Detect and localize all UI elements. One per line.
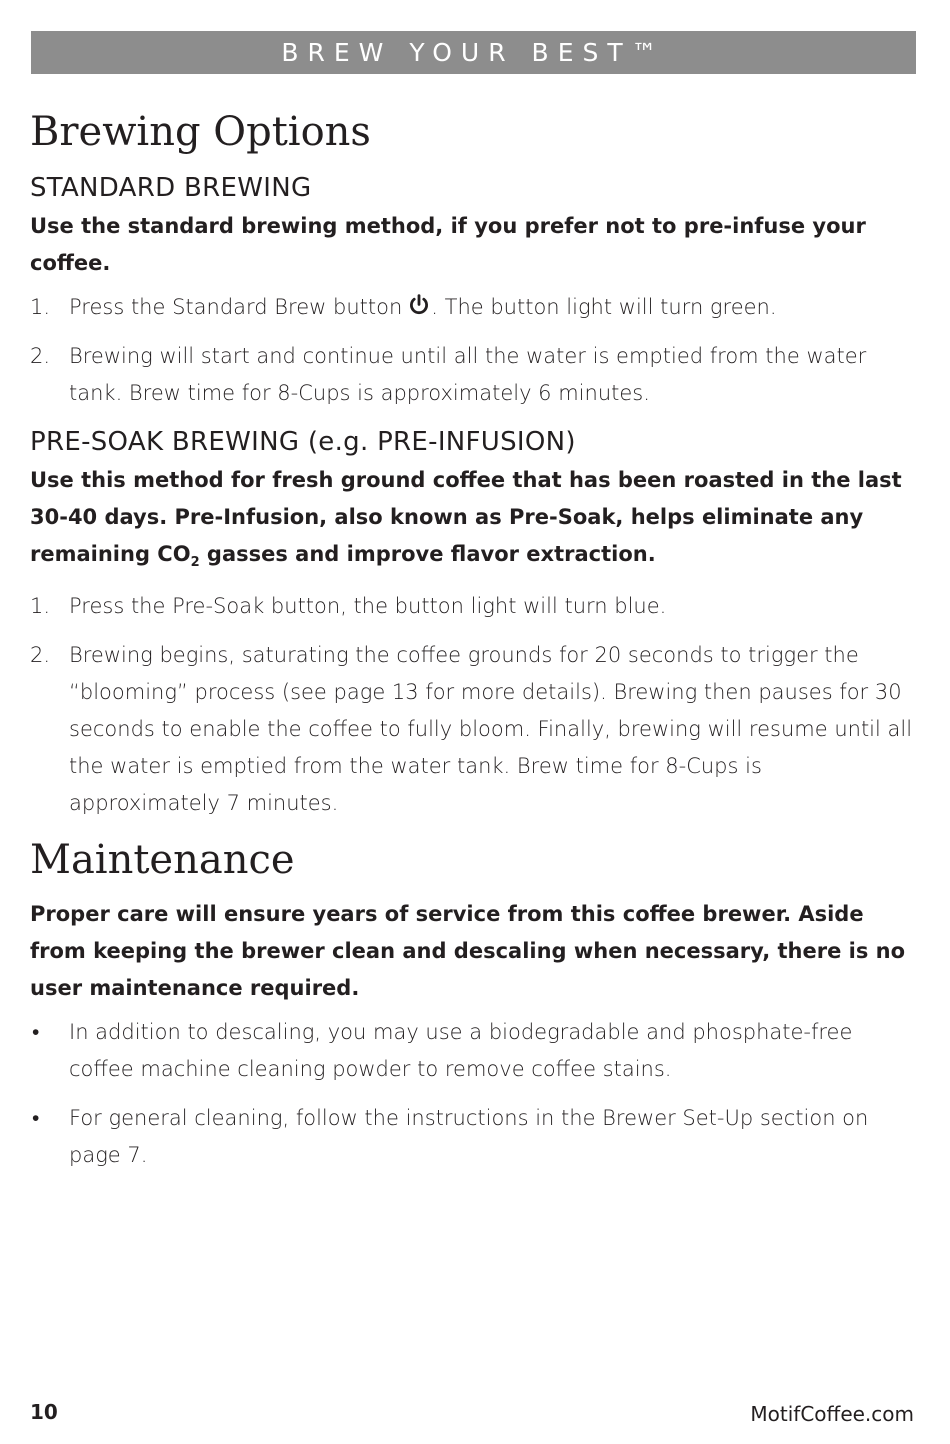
bullet-text: For general cleaning, follow the instructions in the Brewer Set-Up section on page 7. [69, 1106, 869, 1168]
brewing-options-title: Brewing Options [30, 109, 371, 155]
step-text: Press the Pre-Soak button, the button light will turn blue. [69, 594, 667, 619]
page-content [30, 100, 918, 1186]
step-text: Brewing will start and continue until all the water is emptied from the water tank. Brew time for 8-Cups is approximately 6 minutes. [69, 344, 867, 405]
standard-brewing-steps [30, 289, 918, 412]
maintenance-intro: Proper care will ensure years of service from this coffee brewer. Aside from keeping the brewer clean and descaling when necessary, there is no user maintenance required. [30, 902, 906, 1001]
maintenance-title: Maintenance [30, 837, 295, 884]
power-icon [408, 291, 430, 313]
maintenance-bullet-2 [30, 1100, 918, 1174]
co2-subscript: 2 [190, 555, 200, 571]
presoak-intro-text: Use this method for fresh ground coffee that has been roasted in the last 30-40 days. Pre-Infusion, also known as Pre-Soak, helps eliminate any remaining CO [30, 468, 902, 566]
maintenance-section [30, 896, 918, 1174]
standard-step-1 [30, 289, 918, 326]
standard-brewing-intro: Use the standard brewing method, if you prefer not to pre-infuse your coffee. [30, 214, 866, 275]
bullet-text: In addition to descaling, you may use a biodegradable and phosphate-free coffee machine cleaning powder to remove coffee stains. [69, 1020, 853, 1082]
step-text: Press the Standard Brew button [69, 295, 403, 319]
bullet-dot: • [32, 1020, 40, 1045]
step-number: 1. [30, 594, 51, 619]
presoak-step-1 [30, 588, 918, 625]
presoak-step-2 [30, 637, 918, 822]
maintenance-bullets [30, 1014, 918, 1174]
presoak-brewing-heading: PRE-SOAK BREWING (e.g. PRE-INFUSION) [30, 427, 576, 457]
presoak-brewing-section [30, 424, 918, 822]
standard-brewing-heading: STANDARD BREWING [30, 173, 312, 203]
standard-step-2 [30, 338, 918, 412]
standard-brewing-section [30, 170, 918, 412]
presoak-brewing-steps [30, 588, 918, 822]
maintenance-bullet-1 [30, 1014, 918, 1088]
presoak-brewing-intro [30, 462, 918, 581]
presoak-intro-text-end: gasses and improve flavor extraction. [199, 542, 656, 566]
step-number: 2. [30, 643, 51, 668]
step-text-continued: . The button light will turn green. [431, 295, 777, 319]
header-banner: BREW YOUR BEST™ [31, 31, 916, 74]
bullet-dot: • [32, 1106, 40, 1131]
website-url: MotifCoffee.com [750, 1402, 914, 1426]
step-number: 1. [30, 295, 51, 319]
page-number: 10 [30, 1400, 58, 1424]
step-text: Brewing begins, saturating the coffee grounds for 20 seconds to trigger the “blooming” process (see page 13 for more details). Brewing then pauses for 30 seconds to enable the coffee to fully bloom. Finally, brewing will resume until all the water is emptied from the water tank. Brew time for 8-Cups is approximately 7 minutes. [69, 643, 913, 816]
step-number: 2. [30, 344, 51, 368]
